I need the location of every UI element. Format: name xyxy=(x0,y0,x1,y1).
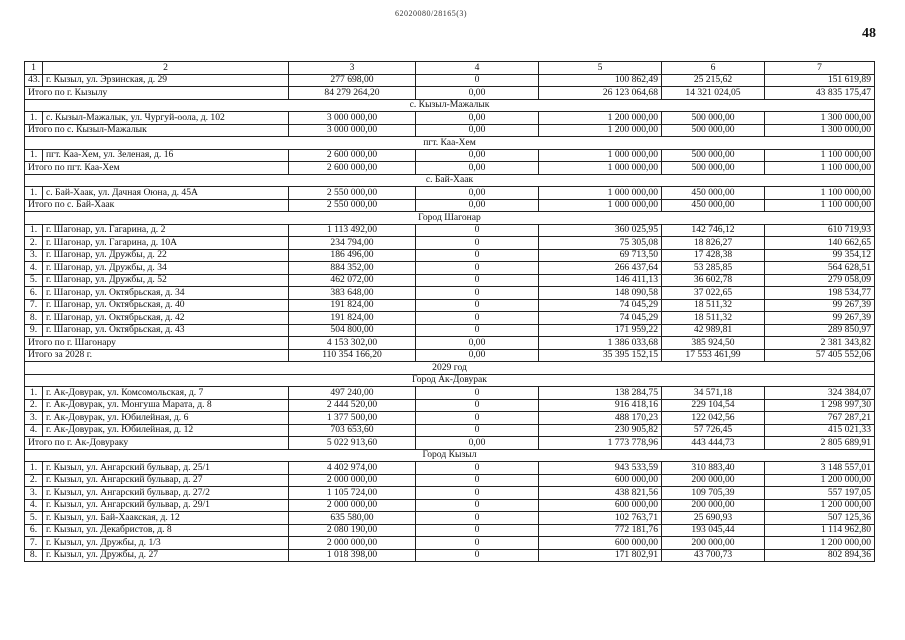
row-number: 1. xyxy=(25,112,43,125)
local-budget-cell: 500 000,00 xyxy=(662,112,765,125)
address-cell: г. Шагонар, ул. Октябрьская, д. 43 xyxy=(43,324,289,337)
table-row xyxy=(25,274,875,287)
section-title: Город Кызыл xyxy=(25,449,875,462)
row-number: 5. xyxy=(25,274,43,287)
total-value: 110 354 166,20 xyxy=(289,349,416,362)
fund-cell: 0,00 xyxy=(416,149,539,162)
total-label: Итого за 2028 г. xyxy=(25,349,289,362)
address-cell: г. Кызыл, ул. Ангарский бульвар, д. 25/1 xyxy=(43,462,289,475)
region-budget-cell: 75 305,08 xyxy=(539,237,662,250)
table-row xyxy=(25,112,875,125)
table-row xyxy=(25,324,875,337)
total-value: 385 924,50 xyxy=(662,337,765,350)
owners-funds-cell: 198 534,77 xyxy=(765,287,875,300)
region-budget-cell: 266 437,64 xyxy=(539,262,662,275)
table-row xyxy=(25,249,875,262)
total-cost-cell: 635 580,00 xyxy=(289,512,416,525)
table-row xyxy=(25,387,875,400)
address-cell: г. Кызыл, ул. Дружбы, д. 27 xyxy=(43,549,289,562)
local-budget-cell: 34 571,18 xyxy=(662,387,765,400)
row-number: 3. xyxy=(25,412,43,425)
fund-cell: 0 xyxy=(416,249,539,262)
total-value: 0,00 xyxy=(416,87,539,100)
page-number: 48 xyxy=(862,26,876,41)
region-budget-cell: 171 959,22 xyxy=(539,324,662,337)
total-value: 14 321 024,05 xyxy=(662,87,765,100)
section-title: с. Бай-Хаак xyxy=(25,174,875,187)
total-row xyxy=(25,87,875,100)
local-budget-cell: 42 989,81 xyxy=(662,324,765,337)
total-value: 500 000,00 xyxy=(662,124,765,137)
total-value: 0,00 xyxy=(416,124,539,137)
table-row xyxy=(25,237,875,250)
address-cell: г. Шагонар, ул. Гагарина, д. 10А xyxy=(43,237,289,250)
total-value: 1 773 778,96 xyxy=(539,437,662,450)
total-cost-cell: 2 000 000,00 xyxy=(289,474,416,487)
owners-funds-cell: 99 267,39 xyxy=(765,312,875,325)
address-cell: г. Кызыл, ул. Дружбы, д. 1/3 xyxy=(43,537,289,550)
column-header-row xyxy=(25,62,875,75)
column-header: 7 xyxy=(765,62,875,75)
region-budget-cell: 102 763,71 xyxy=(539,512,662,525)
owners-funds-cell: 1 100 000,00 xyxy=(765,149,875,162)
total-cost-cell: 191 824,00 xyxy=(289,312,416,325)
total-value: 0,00 xyxy=(416,337,539,350)
local-budget-cell: 109 705,39 xyxy=(662,487,765,500)
section-title: Город Шагонар xyxy=(25,212,875,225)
row-number: 1. xyxy=(25,187,43,200)
budget-table xyxy=(24,61,875,562)
fund-cell: 0 xyxy=(416,462,539,475)
total-value: 443 444,73 xyxy=(662,437,765,450)
fund-cell: 0,00 xyxy=(416,112,539,125)
owners-funds-cell: 415 021,33 xyxy=(765,424,875,437)
section-header-row xyxy=(25,374,875,387)
total-cost-cell: 504 800,00 xyxy=(289,324,416,337)
address-cell: г. Кызыл, ул. Эрзинская, д. 29 xyxy=(43,74,289,87)
total-value: 2 600 000,00 xyxy=(289,162,416,175)
total-row xyxy=(25,349,875,362)
column-header: 1 xyxy=(25,62,43,75)
local-budget-cell: 36 602,78 xyxy=(662,274,765,287)
total-value: 26 123 064,68 xyxy=(539,87,662,100)
region-budget-cell: 1 000 000,00 xyxy=(539,149,662,162)
column-header: 5 xyxy=(539,62,662,75)
total-cost-cell: 1 377 500,00 xyxy=(289,412,416,425)
total-cost-cell: 186 496,00 xyxy=(289,249,416,262)
address-cell: г. Кызыл, ул. Бай-Хаакская, д. 12 xyxy=(43,512,289,525)
local-budget-cell: 142 746,12 xyxy=(662,224,765,237)
local-budget-cell: 53 285,85 xyxy=(662,262,765,275)
total-cost-cell: 497 240,00 xyxy=(289,387,416,400)
region-budget-cell: 1 200 000,00 xyxy=(539,112,662,125)
address-cell: г. Кызыл, ул. Ангарский бульвар, д. 29/1 xyxy=(43,499,289,512)
total-label: Итого по с. Бай-Хаак xyxy=(25,199,289,212)
fund-cell: 0 xyxy=(416,549,539,562)
total-value: 1 300 000,00 xyxy=(765,124,875,137)
fund-cell: 0 xyxy=(416,412,539,425)
row-number: 4. xyxy=(25,499,43,512)
total-label: Итого по пгт. Каа-Хем xyxy=(25,162,289,175)
region-budget-cell: 100 862,49 xyxy=(539,74,662,87)
fund-cell: 0,00 xyxy=(416,187,539,200)
section-header-row xyxy=(25,449,875,462)
owners-funds-cell: 557 197,05 xyxy=(765,487,875,500)
local-budget-cell: 17 428,38 xyxy=(662,249,765,262)
table-row xyxy=(25,524,875,537)
region-budget-cell: 360 025,95 xyxy=(539,224,662,237)
region-budget-cell: 600 000,00 xyxy=(539,499,662,512)
fund-cell: 0 xyxy=(416,537,539,550)
row-number: 1. xyxy=(25,224,43,237)
total-cost-cell: 1 105 724,00 xyxy=(289,487,416,500)
address-cell: пгт. Каа-Хем, ул. Зеленая, д. 16 xyxy=(43,149,289,162)
row-number: 2. xyxy=(25,237,43,250)
local-budget-cell: 193 045,44 xyxy=(662,524,765,537)
fund-cell: 0 xyxy=(416,324,539,337)
owners-funds-cell: 507 125,36 xyxy=(765,512,875,525)
section-header-row xyxy=(25,137,875,150)
owners-funds-cell: 151 619,89 xyxy=(765,74,875,87)
region-budget-cell: 1 000 000,00 xyxy=(539,187,662,200)
total-value: 450 000,00 xyxy=(662,199,765,212)
table-row xyxy=(25,462,875,475)
region-budget-cell: 69 713,50 xyxy=(539,249,662,262)
address-cell: г. Ак-Довурак, ул. Юбилейная, д. 6 xyxy=(43,412,289,425)
total-value: 17 553 461,99 xyxy=(662,349,765,362)
total-cost-cell: 191 824,00 xyxy=(289,299,416,312)
total-value: 1 000 000,00 xyxy=(539,199,662,212)
address-cell: г. Шагонар, ул. Дружбы, д. 34 xyxy=(43,262,289,275)
fund-cell: 0 xyxy=(416,237,539,250)
region-budget-cell: 772 181,76 xyxy=(539,524,662,537)
local-budget-cell: 18 511,32 xyxy=(662,299,765,312)
table-row xyxy=(25,499,875,512)
row-number: 8. xyxy=(25,549,43,562)
table-row xyxy=(25,487,875,500)
fund-cell: 0 xyxy=(416,524,539,537)
total-value: 3 000 000,00 xyxy=(289,124,416,137)
table-row xyxy=(25,399,875,412)
table-row xyxy=(25,149,875,162)
total-value: 1 200 000,00 xyxy=(539,124,662,137)
region-budget-cell: 146 411,13 xyxy=(539,274,662,287)
column-header: 6 xyxy=(662,62,765,75)
total-value: 57 405 552,06 xyxy=(765,349,875,362)
local-budget-cell: 310 883,40 xyxy=(662,462,765,475)
address-cell: г. Ак-Довурак, ул. Юбилейная, д. 12 xyxy=(43,424,289,437)
region-budget-cell: 148 090,58 xyxy=(539,287,662,300)
table-row xyxy=(25,262,875,275)
address-cell: г. Шагонар, ул. Октябрьская, д. 40 xyxy=(43,299,289,312)
total-value: 84 279 264,20 xyxy=(289,87,416,100)
owners-funds-cell: 289 850,97 xyxy=(765,324,875,337)
row-number: 2. xyxy=(25,474,43,487)
total-value: 2 550 000,00 xyxy=(289,199,416,212)
owners-funds-cell: 802 894,36 xyxy=(765,549,875,562)
address-cell: г. Кызыл, ул. Ангарский бульвар, д. 27 xyxy=(43,474,289,487)
total-value: 2 381 343,82 xyxy=(765,337,875,350)
table-row xyxy=(25,312,875,325)
total-row xyxy=(25,162,875,175)
row-number: 4. xyxy=(25,262,43,275)
address-cell: г. Шагонар, ул. Дружбы, д. 52 xyxy=(43,274,289,287)
total-cost-cell: 2 550 000,00 xyxy=(289,187,416,200)
document-code: 62020080/28165(3) xyxy=(395,9,468,18)
owners-funds-cell: 1 200 000,00 xyxy=(765,474,875,487)
fund-cell: 0 xyxy=(416,399,539,412)
owners-funds-cell: 1 300 000,00 xyxy=(765,112,875,125)
address-cell: г. Кызыл, ул. Ангарский бульвар, д. 27/2 xyxy=(43,487,289,500)
section-header-row xyxy=(25,99,875,112)
total-value: 1 386 033,68 xyxy=(539,337,662,350)
column-header: 4 xyxy=(416,62,539,75)
local-budget-cell: 25 215,62 xyxy=(662,74,765,87)
fund-cell: 0 xyxy=(416,512,539,525)
local-budget-cell: 122 042,56 xyxy=(662,412,765,425)
table-row xyxy=(25,512,875,525)
total-cost-cell: 2 000 000,00 xyxy=(289,499,416,512)
section-header-row xyxy=(25,212,875,225)
total-cost-cell: 2 444 520,00 xyxy=(289,399,416,412)
total-value: 2 805 689,91 xyxy=(765,437,875,450)
table-row xyxy=(25,474,875,487)
region-budget-cell: 488 170,23 xyxy=(539,412,662,425)
total-value: 1 100 000,00 xyxy=(765,199,875,212)
local-budget-cell: 18 511,32 xyxy=(662,312,765,325)
owners-funds-cell: 1 200 000,00 xyxy=(765,499,875,512)
section-header-row xyxy=(25,362,875,375)
owners-funds-cell: 1 200 000,00 xyxy=(765,537,875,550)
local-budget-cell: 18 826,27 xyxy=(662,237,765,250)
address-cell: г. Шагонар, ул. Октябрьская, д. 42 xyxy=(43,312,289,325)
total-value: 5 022 913,60 xyxy=(289,437,416,450)
address-cell: г. Шагонар, ул. Октябрьская, д. 34 xyxy=(43,287,289,300)
fund-cell: 0 xyxy=(416,274,539,287)
fund-cell: 0 xyxy=(416,262,539,275)
address-cell: г. Ак-Довурак, ул. Комсомольская, д. 7 xyxy=(43,387,289,400)
region-budget-cell: 74 045,29 xyxy=(539,312,662,325)
section-title: 2029 год xyxy=(25,362,875,375)
table-row xyxy=(25,74,875,87)
row-number: 43. xyxy=(25,74,43,87)
total-value: 1 000 000,00 xyxy=(539,162,662,175)
fund-cell: 0 xyxy=(416,224,539,237)
total-value: 0,00 xyxy=(416,437,539,450)
region-budget-cell: 943 533,59 xyxy=(539,462,662,475)
owners-funds-cell: 99 267,39 xyxy=(765,299,875,312)
total-row xyxy=(25,124,875,137)
row-number: 7. xyxy=(25,299,43,312)
address-cell: г. Кызыл, ул. Декабристов, д. 8 xyxy=(43,524,289,537)
owners-funds-cell: 1 100 000,00 xyxy=(765,187,875,200)
local-budget-cell: 229 104,54 xyxy=(662,399,765,412)
owners-funds-cell: 140 662,65 xyxy=(765,237,875,250)
address-cell: г. Шагонар, ул. Гагарина, д. 2 xyxy=(43,224,289,237)
owners-funds-cell: 1 298 997,30 xyxy=(765,399,875,412)
owners-funds-cell: 564 628,51 xyxy=(765,262,875,275)
table-row xyxy=(25,187,875,200)
total-value: 43 835 175,47 xyxy=(765,87,875,100)
region-budget-cell: 138 284,75 xyxy=(539,387,662,400)
total-cost-cell: 2 000 000,00 xyxy=(289,537,416,550)
table-row xyxy=(25,299,875,312)
total-cost-cell: 4 402 974,00 xyxy=(289,462,416,475)
owners-funds-cell: 324 384,07 xyxy=(765,387,875,400)
owners-funds-cell: 1 114 962,80 xyxy=(765,524,875,537)
local-budget-cell: 200 000,00 xyxy=(662,499,765,512)
address-cell: г. Ак-Довурак, ул. Монгуша Марата, д. 8 xyxy=(43,399,289,412)
region-budget-cell: 74 045,29 xyxy=(539,299,662,312)
local-budget-cell: 450 000,00 xyxy=(662,187,765,200)
owners-funds-cell: 99 354,12 xyxy=(765,249,875,262)
total-cost-cell: 2 600 000,00 xyxy=(289,149,416,162)
total-value: 0,00 xyxy=(416,162,539,175)
row-number: 1. xyxy=(25,462,43,475)
address-cell: с. Кызыл-Мажалык, ул. Чургуй-оола, д. 102 xyxy=(43,112,289,125)
total-label: Итого по г. Кызылу xyxy=(25,87,289,100)
total-cost-cell: 703 653,60 xyxy=(289,424,416,437)
row-number: 1. xyxy=(25,149,43,162)
section-title: Город Ак-Довурак xyxy=(25,374,875,387)
fund-cell: 0 xyxy=(416,74,539,87)
fund-cell: 0 xyxy=(416,299,539,312)
total-label: Итого по г. Шагонару xyxy=(25,337,289,350)
row-number: 3. xyxy=(25,487,43,500)
fund-cell: 0 xyxy=(416,474,539,487)
local-budget-cell: 500 000,00 xyxy=(662,149,765,162)
total-value: 500 000,00 xyxy=(662,162,765,175)
total-cost-cell: 884 352,00 xyxy=(289,262,416,275)
fund-cell: 0 xyxy=(416,499,539,512)
row-number: 6. xyxy=(25,287,43,300)
local-budget-cell: 25 690,93 xyxy=(662,512,765,525)
local-budget-cell: 200 000,00 xyxy=(662,474,765,487)
row-number: 1. xyxy=(25,387,43,400)
column-header: 3 xyxy=(289,62,416,75)
total-cost-cell: 383 648,00 xyxy=(289,287,416,300)
total-cost-cell: 1 113 492,00 xyxy=(289,224,416,237)
owners-funds-cell: 3 148 557,01 xyxy=(765,462,875,475)
total-cost-cell: 3 000 000,00 xyxy=(289,112,416,125)
table-body xyxy=(25,62,875,562)
row-number: 3. xyxy=(25,249,43,262)
fund-cell: 0 xyxy=(416,287,539,300)
local-budget-cell: 37 022,65 xyxy=(662,287,765,300)
address-cell: с. Бай-Хаак, ул. Дачная Оюна, д. 45А xyxy=(43,187,289,200)
total-value: 1 100 000,00 xyxy=(765,162,875,175)
region-budget-cell: 171 802,91 xyxy=(539,549,662,562)
fund-cell: 0 xyxy=(416,487,539,500)
total-value: 0,00 xyxy=(416,199,539,212)
total-cost-cell: 234 794,00 xyxy=(289,237,416,250)
column-header: 2 xyxy=(43,62,289,75)
fund-cell: 0 xyxy=(416,424,539,437)
total-cost-cell: 1 018 398,00 xyxy=(289,549,416,562)
region-budget-cell: 438 821,56 xyxy=(539,487,662,500)
total-label: Итого по г. Ак-Довураку xyxy=(25,437,289,450)
row-number: 5. xyxy=(25,512,43,525)
row-number: 2. xyxy=(25,399,43,412)
row-number: 8. xyxy=(25,312,43,325)
row-number: 9. xyxy=(25,324,43,337)
total-cost-cell: 462 072,00 xyxy=(289,274,416,287)
address-cell: г. Шагонар, ул. Дружбы, д. 22 xyxy=(43,249,289,262)
total-row xyxy=(25,199,875,212)
row-number: 6. xyxy=(25,524,43,537)
total-cost-cell: 2 080 190,00 xyxy=(289,524,416,537)
region-budget-cell: 600 000,00 xyxy=(539,537,662,550)
total-row xyxy=(25,337,875,350)
total-value: 0,00 xyxy=(416,349,539,362)
table-row xyxy=(25,412,875,425)
total-value: 4 153 302,00 xyxy=(289,337,416,350)
region-budget-cell: 230 905,82 xyxy=(539,424,662,437)
region-budget-cell: 600 000,00 xyxy=(539,474,662,487)
owners-funds-cell: 279 058,09 xyxy=(765,274,875,287)
table-row xyxy=(25,549,875,562)
row-number: 4. xyxy=(25,424,43,437)
owners-funds-cell: 610 719,93 xyxy=(765,224,875,237)
table-row xyxy=(25,537,875,550)
fund-cell: 0 xyxy=(416,387,539,400)
section-title: пгт. Каа-Хем xyxy=(25,137,875,150)
section-title: с. Кызыл-Мажалык xyxy=(25,99,875,112)
table-row xyxy=(25,224,875,237)
local-budget-cell: 57 726,45 xyxy=(662,424,765,437)
section-header-row xyxy=(25,174,875,187)
total-row xyxy=(25,437,875,450)
table-row xyxy=(25,287,875,300)
owners-funds-cell: 767 287,21 xyxy=(765,412,875,425)
local-budget-cell: 200 000,00 xyxy=(662,537,765,550)
region-budget-cell: 916 418,16 xyxy=(539,399,662,412)
total-label: Итого по с. Кызыл-Мажалык xyxy=(25,124,289,137)
fund-cell: 0 xyxy=(416,312,539,325)
row-number: 7. xyxy=(25,537,43,550)
total-cost-cell: 277 698,00 xyxy=(289,74,416,87)
local-budget-cell: 43 700,73 xyxy=(662,549,765,562)
table-row xyxy=(25,424,875,437)
total-value: 35 395 152,15 xyxy=(539,349,662,362)
